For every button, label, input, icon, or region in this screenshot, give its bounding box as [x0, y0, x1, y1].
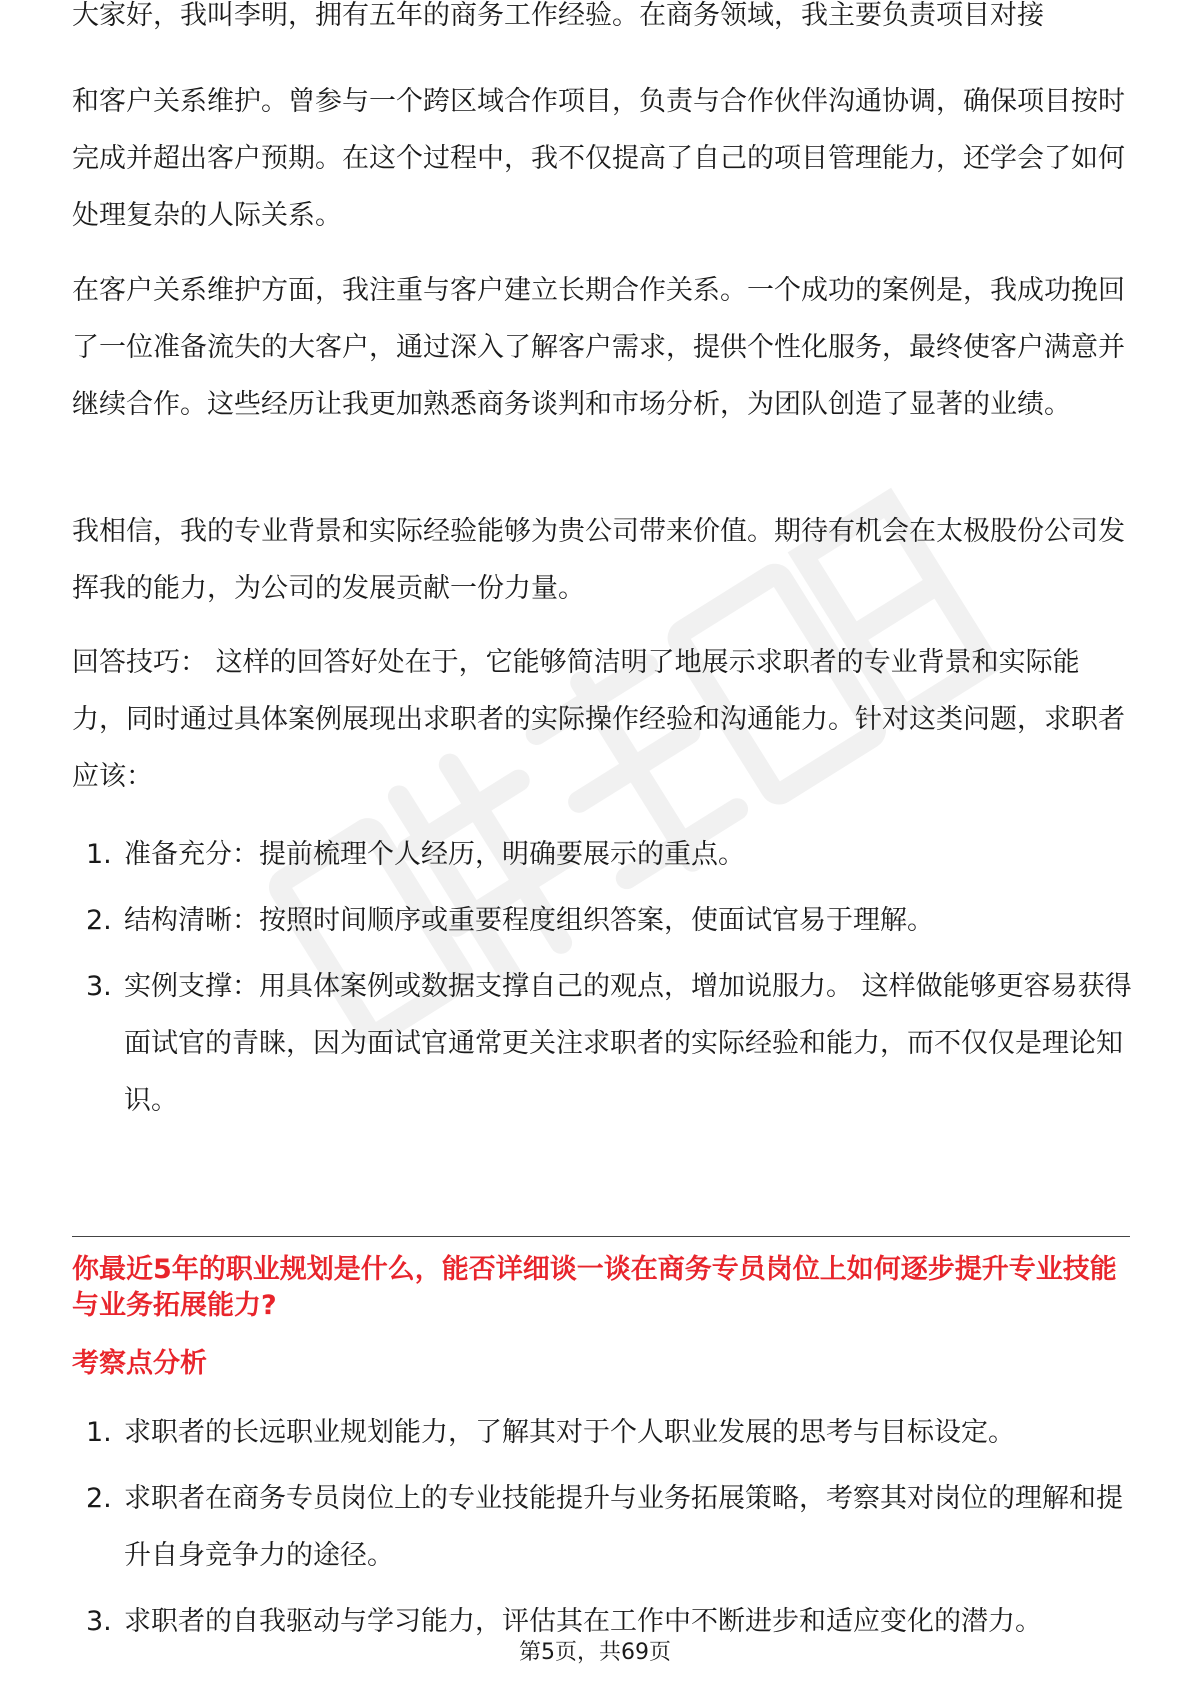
list-item — [72, 1404, 1132, 1461]
list-item-text: 求职者的自我驱动与学习能力，评估其在工作中不断进步和适应变化的潜力。 — [124, 1606, 1042, 1637]
cut-off-top-line — [72, 0, 1132, 46]
list-item-text: 求职者在商务专员岗位上的专业技能提升与业务拓展策略，考察其对岗位的理解和提升自身竞争力的途径。 — [124, 1483, 1123, 1571]
paragraph-closing: 我相信，我的专业背景和实际经验能够为贵公司带来价值。期待有机会在太极股份公司发挥我的能力，为公司的发展贡献一份力量。 — [72, 516, 1125, 604]
list-item — [72, 1470, 1132, 1584]
list-item-text: 准备充分：提前梳理个人经历，明确要展示的重点。 — [124, 839, 745, 870]
list-item-number: 1. — [86, 1417, 112, 1448]
analysis-list — [72, 1404, 1132, 1659]
paragraph-experience: 和客户关系维护。曾参与一个跨区域合作项目，负责与合作伙伴沟通协调，确保项目按时完成并超出客户预期。在这个过程中，我不仅提高了自己的项目管理能力，还学会了如何处理复杂的人际关系。 — [72, 86, 1125, 231]
list-item — [72, 826, 1132, 883]
list-item-number: 2. — [86, 905, 112, 936]
analysis-heading: 考察点分析 — [72, 1348, 207, 1379]
list-item — [72, 892, 1132, 949]
interview-question-title: 你最近5年的职业规划是什么，能否详细谈一谈在商务专员岗位上如何逐步提升专业技能与业务拓展能力? — [72, 1254, 1117, 1321]
tips-list — [72, 826, 1132, 1138]
list-item — [72, 958, 1132, 1129]
cut-off-top-text: 大家好，我叫李明，拥有五年的商务工作经验。在商务领域，我主要负责项目对接 — [72, 0, 1044, 31]
list-item-number: 3. — [86, 971, 112, 1002]
list-item-text: 结构清晰：按照时间顺序或重要程度组织答案，使面试官易于理解。 — [124, 905, 934, 936]
section-divider — [72, 1236, 1130, 1237]
paragraph-client-relations: 在客户关系维护方面，我注重与客户建立长期合作关系。一个成功的案例是，我成功挽回了一位准备流失的大客户，通过深入了解客户需求，提供个性化服务，最终使客户满意并继续合作。这些经历让我更加熟悉商务谈判和市场分析，为团队创造了显著的业绩。 — [72, 275, 1125, 420]
list-item-text: 实例支撑：用具体案例或数据支撑自己的观点，增加说服力。 这样做能够更容易获得面试官的青睐，因为面试官通常更关注求职者的实际经验和能力，而不仅仅是理论知识。 — [124, 971, 1132, 1116]
paragraph-answer-tips: 回答技巧： 这样的回答好处在于，它能够简洁明了地展示求职者的专业背景和实际能力，同时通过具体案例展现出求职者的实际操作经验和沟通能力。针对这类问题，求职者应该： — [72, 647, 1125, 792]
list-item-number: 1. — [86, 839, 112, 870]
list-item-number: 2. — [86, 1483, 112, 1514]
list-item-text: 求职者的长远职业规划能力，了解其对于个人职业发展的思考与目标设定。 — [124, 1417, 1015, 1448]
list-item-number: 3. — [86, 1606, 112, 1637]
page-number-footer: 第5页，共69页 — [519, 1640, 671, 1665]
